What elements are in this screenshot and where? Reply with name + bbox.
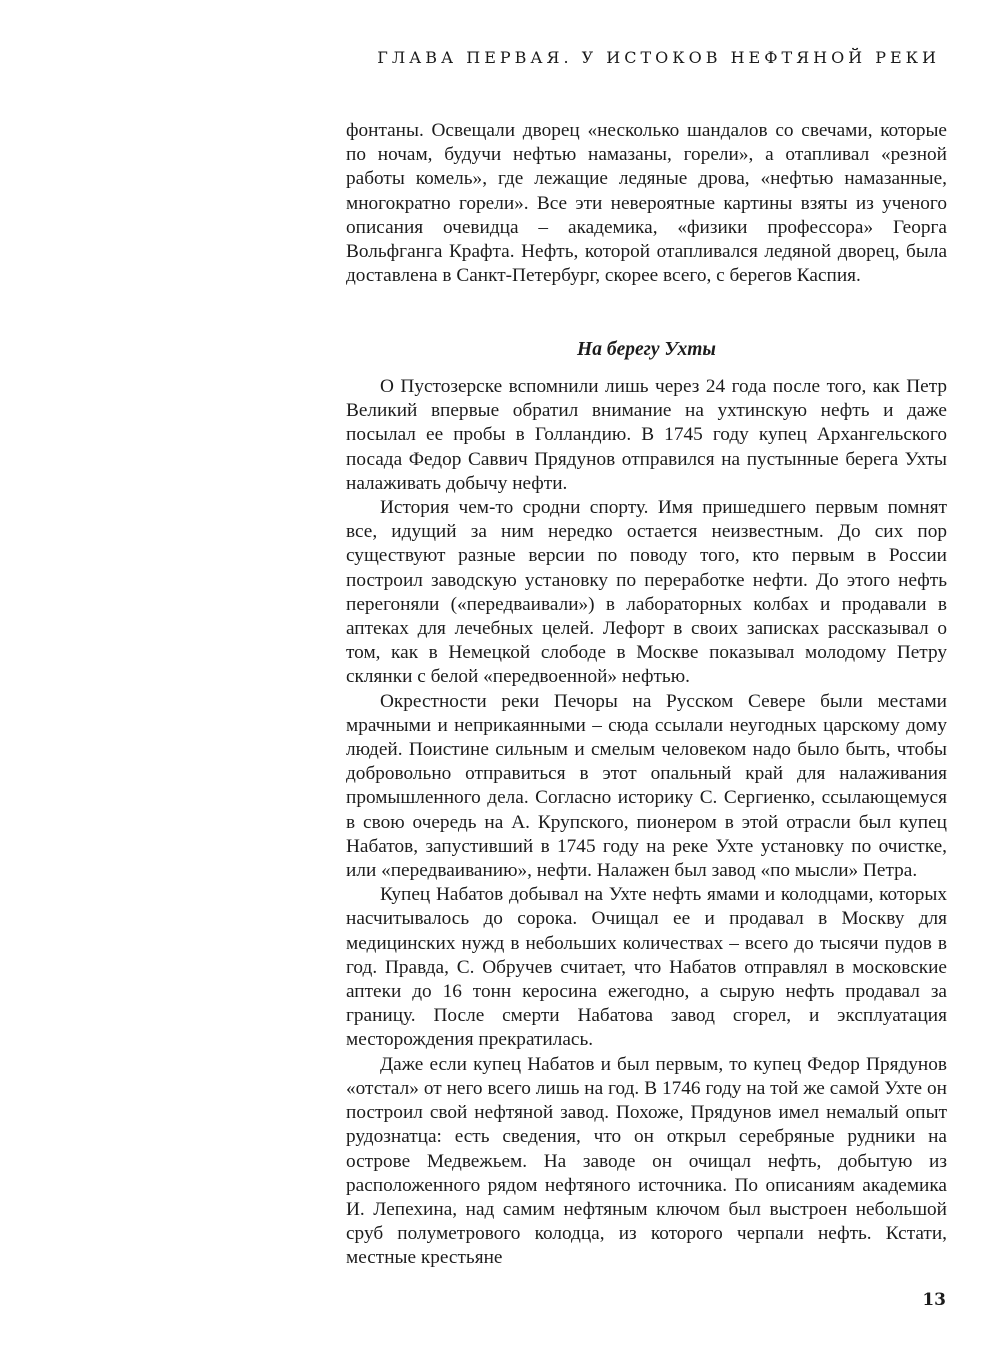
paragraph-continued: фонтаны. Освещали дворец «несколько шандалов со свечами, которые по ночам, будучи нефтью намазаны, горели», а отапливал «резной работы комель», где лежащие ледяные дрова, «нефтью намазанные, многократно горели». Все эти невероятные картины взяты из ученого описания очевидца – академика, «физики профессора» Георга Вольфганга Крафта. Нефть, которой отапливался ледяной дворец, была доставлена в Санкт-Петербург, скорее всего, с берегов Каспия. [346, 120, 947, 287]
paragraph: Окрестности реки Печоры на Русском Севере были местами мрачными и неприкаянными – сюда ссылали неугодных царскому дому людей. Поистине сильным и смелым человеком надо было быть, чтобы добровольно отправиться в этот опальный край для налаживания промышленного дела. Согласно историку С. Сергиенко, ссылающемуся в свою очередь на А. Крупского, пионером в этой отрасли был купец Набатов, запустивший в 1745 году на реке Ухте установку по очистке, или «передваиванию», нефти. Налажен был завод «по мысли» Петра. [346, 690, 947, 882]
section-heading: На берегу Ухты [577, 339, 716, 360]
page-number: 13 [922, 1290, 946, 1310]
paragraph: Даже если купец Набатов и был первым, то купец Федор Прядунов «отстал» от него всего лишь на год. В 1746 году на той же самой Ухте он построил свой нефтяной завод. Похоже, Прядунов имел немалый опыт рудознатца: есть сведения, что он открыл серебряные рудники на острове Медвежьем. На заводе он очищал нефть, добытую из расположенного рядом нефтяного источника. По описаниям академика И. Лепехина, над самим нефтяным ключом был выстроен небольшой сруб полуметрового колодца, из которого черпали нефть. Кстати, местные крестьяне [346, 1053, 947, 1269]
paragraph: Купец Набатов добывал на Ухте нефть ямами и колодцами, которых насчитывалось до сорока. Очищал ее и продавал в Москву для медицинских нужд в небольших количествах – всего до тысячи пудов в год. Правда, С. Обручев считает, что Набатов отправлял в московские аптеки до 16 тонн керосина ежегодно, а сырую нефть продавал за границу. После смерти Набатова завод сгорел, и эксплуатация месторождения прекратилась. [346, 884, 947, 1051]
intro-text [346, 119, 947, 288]
paragraph: История чем-то сродни спорту. Имя пришедшего первым помнят все, идущий за ним нередко остается неизвестным. До сих пор существуют разные версии по поводу того, кто первым в России построил заводскую установку по переработке нефти. До этого нефть перегоняли («передваивали») в лабораторных колбах и продавали в аптеках для лечебных целей. Лефорт в своих записках рассказывал о том, как в Немецкой слободе в Москве показывал молодому Петру склянки с белой «передвоенной» нефтью. [346, 497, 947, 688]
paragraph: О Пустозерске вспомнили лишь через 24 года после того, как Петр Великий впервые обратил внимание на ухтинскую нефть и даже посылал ее пробы в Голландию. В 1745 году купец Архангельского посада Федор Саввич Прядунов отправился на пустынные берега Ухты налаживать добычу нефти. [346, 376, 947, 494]
running-head: ГЛАВА ПЕРВАЯ. У ИСТОКОВ НЕФТЯНОЙ РЕКИ [377, 48, 940, 67]
body-text [346, 375, 947, 1271]
